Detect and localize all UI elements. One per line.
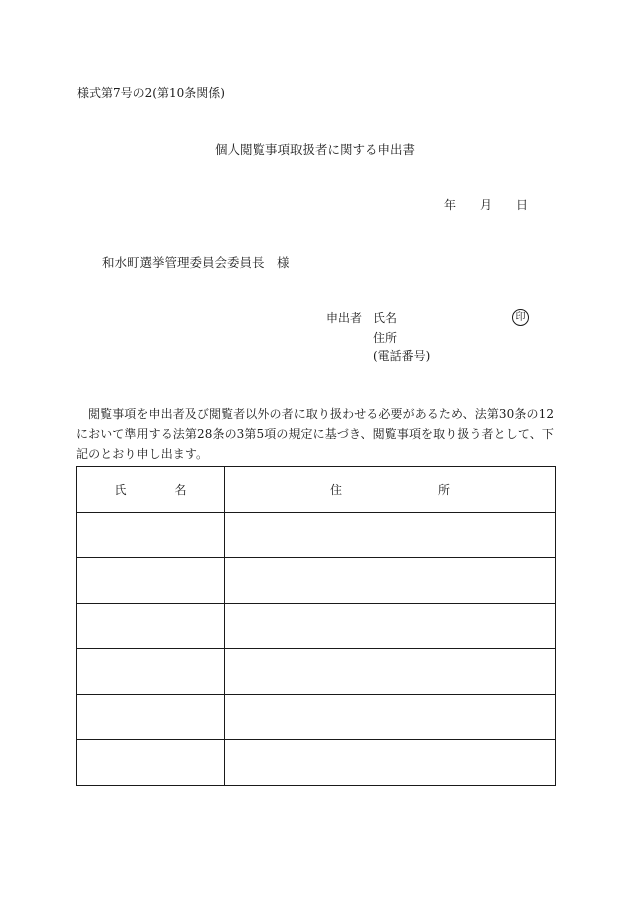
name-cell[interactable] (77, 603, 225, 649)
addressee: 和水町選挙管理委員会委員長 様 (102, 255, 290, 270)
address-cell[interactable] (225, 558, 556, 604)
address-cell[interactable] (225, 649, 556, 695)
name-cell[interactable] (77, 740, 225, 786)
table-row (77, 649, 556, 695)
seal-mark: 印 (512, 309, 529, 326)
table-row (77, 558, 556, 604)
name-header-char-1: 氏 (114, 482, 127, 497)
address-cell[interactable] (225, 694, 556, 740)
name-cell[interactable] (77, 694, 225, 740)
handler-table (76, 466, 556, 786)
table-header-row (77, 467, 556, 513)
address-header-char-1: 住 (329, 482, 342, 497)
form-number: 様式第7号の2(第10条関係) (77, 86, 225, 100)
name-cell[interactable] (77, 649, 225, 695)
date-year-label: 年 (444, 198, 457, 212)
address-column-header (225, 467, 556, 513)
address-cell[interactable] (225, 603, 556, 649)
document-title: 個人閲覧事項取扱者に関する申出書 (214, 142, 415, 157)
table-row (77, 740, 556, 786)
name-header-char-2: 名 (174, 482, 187, 497)
address-cell[interactable] (225, 740, 556, 786)
applicant-label: 申出者 (326, 311, 363, 325)
address-header-char-2: 所 (438, 482, 451, 497)
name-cell[interactable] (77, 512, 225, 558)
applicant-address-label: 住所 (373, 331, 398, 345)
table-row (77, 603, 556, 649)
date-day-label: 日 (516, 198, 529, 212)
table-row (77, 512, 556, 558)
date-month-label: 月 (480, 198, 493, 212)
table-row (77, 694, 556, 740)
declaration-text: 閲覧事項を申出者及び閲覧者以外の者に取り扱わせる必要があるため、法第30条の12において準用する法第28条の3第5項の規定に基づき、閲覧事項を取り扱う者として、下記のとおり申し出ます。 (76, 407, 555, 461)
name-column-header (77, 467, 225, 513)
address-cell[interactable] (225, 512, 556, 558)
name-cell[interactable] (77, 558, 225, 604)
applicant-phone-label: (電話番号) (373, 349, 431, 363)
applicant-name-label: 氏名 (373, 311, 398, 325)
